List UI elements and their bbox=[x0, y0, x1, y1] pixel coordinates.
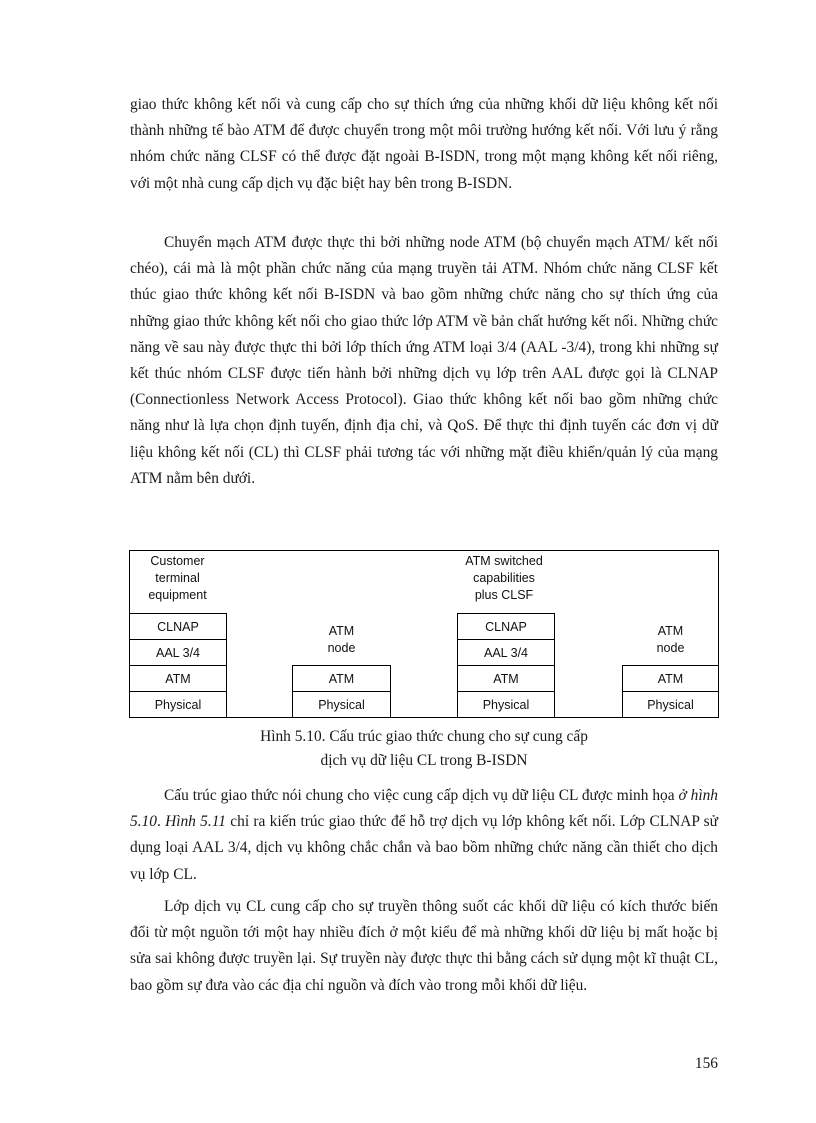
figure-5-10-reference: ở hình 5.10 bbox=[130, 787, 718, 831]
paragraph-1: giao thức không kết nối và cung cấp cho sự thích ứng của những khối dữ liệu không kết nối thành những tế bào ATM để được chuyển trong một môi trường hướng kết nối. Với lưu ý rằng nhóm chức năng CLSF có thể được đặt ngoài B-ISDN, trong một mạng không kết nối riêng, với một nhà cung cấp dịch vụ đặc biệt hay bên trong B-ISDN. bbox=[130, 96, 718, 192]
figure-top-border bbox=[129, 550, 719, 551]
customer-terminal-label: Customer terminal equipment bbox=[148, 554, 207, 602]
atm-switched-capabilities-label: ATM switched capabilities plus CLSF bbox=[465, 554, 543, 602]
atm-node-label-1: ATM node bbox=[327, 624, 356, 655]
caption-line-1: Hình 5.10. Cấu trúc giao thức chung cho sự cung cấp bbox=[260, 728, 588, 745]
figure-baseline bbox=[129, 717, 719, 718]
node2-atm-box: ATM bbox=[622, 665, 719, 692]
figure-caption bbox=[130, 725, 718, 773]
protocol-structure-figure bbox=[129, 550, 719, 718]
customer-clnap-box: CLNAP bbox=[129, 613, 227, 640]
customer-physical-box: Physical bbox=[129, 691, 227, 718]
switch-atm-box: ATM bbox=[457, 665, 555, 692]
switch-aal34-box: AAL 3/4 bbox=[457, 639, 555, 666]
node1-physical-box: Physical bbox=[292, 691, 391, 718]
paragraph-2: Chuyển mạch ATM được thực thi bởi những node ATM (bộ chuyển mạch ATM/ kết nối chéo), cái mà là một phần chức năng của mạng truyền tải ATM. Nhóm chức năng CLSF kết thúc giao thức không kết nối B-ISDN và bao gồm những chức năng cho sự thích ứng của những giao thức không kết nối cho giao thức lớp ATM về bản chất hướng kết nối. Những chức năng về sau này được thực thi bởi lớp thích ứng ATM loại 3/4 (AAL -3/4), trong khi những sự kết thúc nhóm CLSF được tiến hành bởi những dịch vụ lớp trên AAL được gọi là CLNAP (Connectionless Network Access Protocol). Giao thức không kết nối bao gồm những chức năng như là lựa chọn định tuyến, định địa chỉ, và QoS. Để thực thi định tuyến các đơn vị dữ liệu không kết nối (CL) thì CLSF phải tương tác với những mặt điều khiển/quản lý của mạng ATM nằm bên dưới. bbox=[130, 234, 718, 487]
customer-aal34-box: AAL 3/4 bbox=[129, 639, 227, 666]
node2-physical-box: Physical bbox=[622, 691, 719, 718]
paragraph-4: Lớp dịch vụ CL cung cấp cho sự truyền thông suốt các khối dữ liệu có kích thước biến đổi từ một nguồn tới một hay nhiều đích ở một kiểu để mà những khối dữ liệu bị mất hoặc bị sửa sai không được truyền lại. Sự truyền này được thực thi bằng cách sử dụng một kĩ thuật CL, bao gồm sự đưa vào các địa chỉ nguồn và đích vào trong mỗi khối dữ liệu. bbox=[130, 898, 718, 994]
customer-atm-box: ATM bbox=[129, 665, 227, 692]
switch-clnap-box: CLNAP bbox=[457, 613, 555, 640]
node1-atm-box: ATM bbox=[292, 665, 391, 692]
figure-5-11-reference: Hình 5.11 bbox=[165, 813, 226, 831]
atm-node-label-2: ATM node bbox=[656, 624, 685, 655]
caption-line-2: dịch vụ dữ liệu CL trong B-ISDN bbox=[320, 752, 528, 769]
page-number: 156 bbox=[694, 1055, 718, 1072]
paragraph-3: Cấu trúc giao thức nói chung cho việc cung cấp dịch vụ dữ liệu CL được minh họa ở hình 5.10. Hình 5.11 chỉ ra kiến trúc giao thức để hỗ trợ dịch vụ lớp không kết nối. Lớp CLNAP sử dụng loại AAL 3/4, dịch vụ không chắc chắn và bao bồm những chức năng cần thiết cho dịch vụ lớp CL. bbox=[130, 787, 718, 883]
switch-physical-box: Physical bbox=[457, 691, 555, 718]
